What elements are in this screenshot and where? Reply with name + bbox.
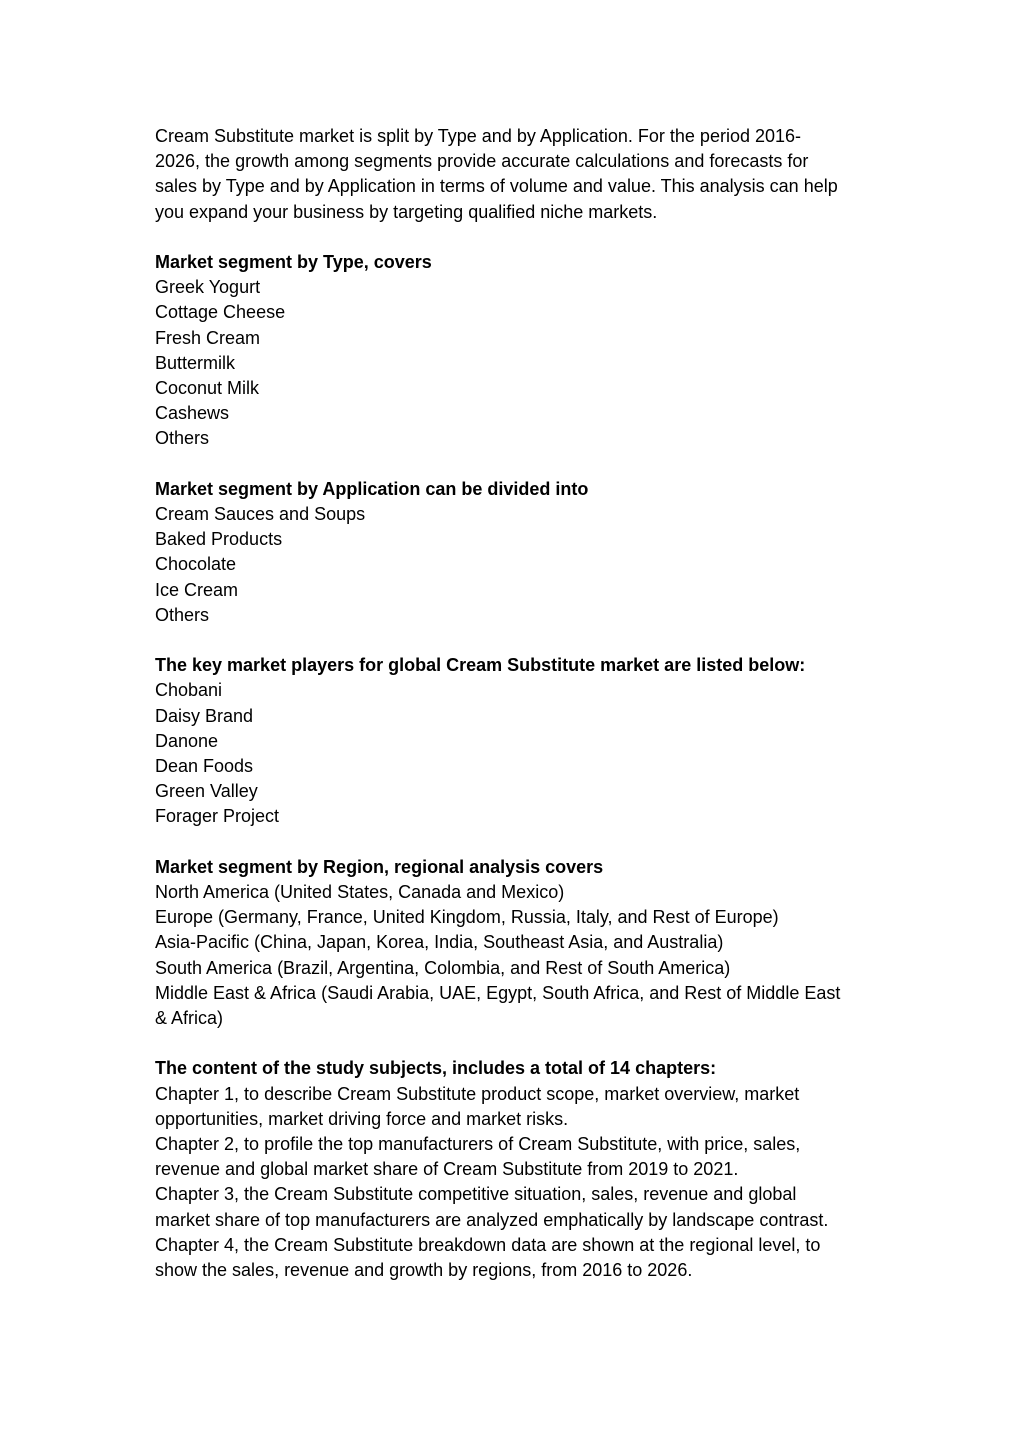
- list-item: Chapter 3, the Cream Substitute competitive situation, sales, revenue and global market share of top manufacturers are analyzed emphatically by landscape contrast.: [155, 1184, 829, 1230]
- list-item: Cashews: [155, 403, 230, 424]
- list-item: Coconut Milk: [155, 378, 260, 399]
- list-item: Green Valley: [155, 781, 258, 802]
- list-item: Daisy Brand: [155, 705, 254, 726]
- type-section-heading: Market segment by Type, covers: [155, 252, 432, 272]
- document-page: [155, 124, 870, 1283]
- list-item: Chapter 2, to profile the top manufacturers of Cream Substitute, with price, sales, revenue and global market share of Cream Substitute from 2019 to 2021.: [155, 1134, 801, 1180]
- region-list: [155, 880, 870, 1031]
- list-item: Cream Sauces and Soups: [155, 504, 366, 525]
- list-item: Ice Cream: [155, 579, 239, 600]
- players-list: [155, 678, 870, 829]
- list-item: Baked Products: [155, 529, 283, 550]
- list-item: Cottage Cheese: [155, 302, 286, 323]
- chapters-section: [155, 1056, 870, 1283]
- list-item: Chapter 4, the Cream Substitute breakdown data are shown at the regional level, to show the sales, revenue and growth by regions, from 2016 to 2026.: [155, 1234, 821, 1281]
- application-section-heading: Market segment by Application can be divided into: [155, 478, 589, 499]
- list-item: Danone: [155, 730, 219, 751]
- list-item: Others: [155, 428, 210, 449]
- list-item: North America (United States, Canada and Mexico): [155, 882, 565, 903]
- region-section-heading: Market segment by Region, regional analysis covers: [155, 856, 604, 877]
- players-section-heading: The key market players for global Cream Substitute market are listed below:: [155, 655, 806, 676]
- list-item: Europe (Germany, France, United Kingdom, Russia, Italy, and Rest of Europe): [155, 907, 779, 928]
- list-item: Forager Project: [155, 806, 280, 827]
- region-section: [155, 855, 870, 1031]
- players-section: [155, 653, 870, 829]
- application-list: [155, 502, 870, 628]
- intro-paragraph: Cream Substitute market is split by Type and by Application. For the period 2016- 2026, the growth among segments provide accurate calculations and forecasts for sales by Type and by Application in terms of volume and value. This analysis can help you expand your business by targeting qualified niche markets.: [155, 126, 838, 222]
- list-item: Middle East & Africa (Saudi Arabia, UAE, Egypt, South Africa, and Rest of Middle East & Africa): [155, 982, 841, 1029]
- list-item: Others: [155, 604, 210, 625]
- chapters-list: [155, 1082, 870, 1284]
- type-list: [155, 275, 870, 451]
- list-item: Asia-Pacific (China, Japan, Korea, India, Southeast Asia, and Australia): [155, 932, 724, 953]
- list-item: Chobani: [155, 680, 223, 701]
- list-item: Chocolate: [155, 554, 237, 575]
- list-item: Greek Yogurt: [155, 277, 261, 298]
- list-item: Chapter 1, to describe Cream Substitute product scope, market overview, market opportunities, market driving force and market risks.: [155, 1083, 800, 1129]
- application-section: [155, 477, 870, 628]
- list-item: South America (Brazil, Argentina, Colombia, and Rest of South America): [155, 957, 731, 978]
- chapters-section-heading: The content of the study subjects, includes a total of 14 chapters:: [155, 1058, 717, 1079]
- list-item: Buttermilk: [155, 352, 236, 373]
- list-item: Dean Foods: [155, 756, 254, 777]
- list-item: Fresh Cream: [155, 327, 261, 348]
- type-section: [155, 250, 870, 452]
